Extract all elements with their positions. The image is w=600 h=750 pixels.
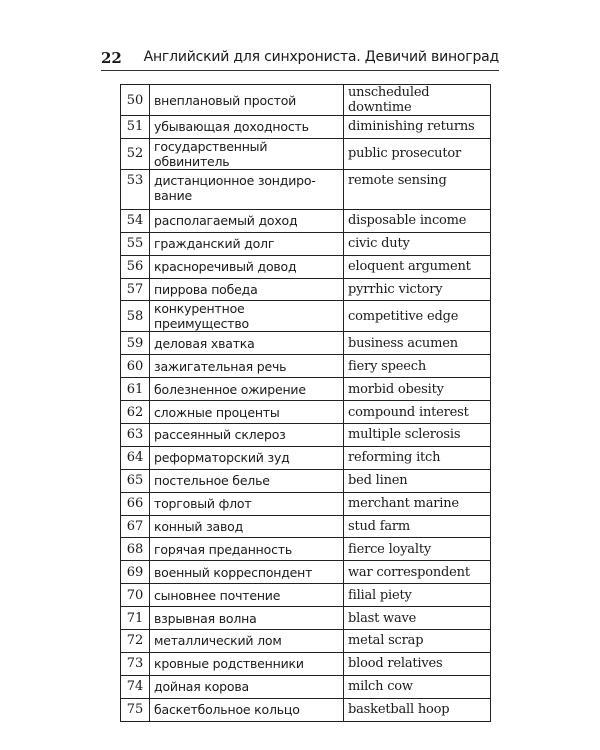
russian-term: гражданский долг: [150, 232, 344, 255]
table-row: [121, 401, 491, 424]
table-row: [121, 698, 491, 721]
entry-number: 53: [121, 169, 150, 209]
russian-term: убывающая доходность: [150, 116, 344, 139]
page-number: 22: [101, 49, 122, 67]
table-row: [121, 561, 491, 584]
english-term: blood relatives: [344, 652, 491, 675]
running-title: Английский для синхрониста. Девичий виноград: [143, 49, 499, 65]
russian-term: взрывная волна: [150, 607, 344, 630]
english-term: pyrrhic victory: [344, 278, 491, 301]
russian-term: государственный обвинитель: [150, 138, 344, 169]
entry-number: 71: [121, 607, 150, 630]
entry-number: 50: [121, 85, 150, 116]
table-row: [121, 232, 491, 255]
entry-number: 68: [121, 538, 150, 561]
glossary-body: [121, 85, 491, 722]
table-row: [121, 255, 491, 278]
entry-number: 75: [121, 698, 150, 721]
english-term: merchant marine: [344, 492, 491, 515]
english-term: fiery speech: [344, 355, 491, 378]
english-term: milch cow: [344, 675, 491, 698]
russian-term: реформаторский зуд: [150, 446, 344, 469]
table-row: [121, 469, 491, 492]
table-row: [121, 515, 491, 538]
table-row: [121, 85, 491, 116]
russian-term: конный завод: [150, 515, 344, 538]
entry-number: 57: [121, 278, 150, 301]
russian-term: красноречивый довод: [150, 255, 344, 278]
russian-term: конкурентное преимущество: [150, 301, 344, 332]
russian-term: деловая хватка: [150, 332, 344, 355]
english-term: eloquent argument: [344, 255, 491, 278]
russian-term: военный корреспондент: [150, 561, 344, 584]
entry-number: 73: [121, 652, 150, 675]
english-term: filial piety: [344, 584, 491, 607]
english-term: unscheduled downtime: [344, 85, 491, 116]
entry-number: 66: [121, 492, 150, 515]
russian-term: кровные родственники: [150, 652, 344, 675]
english-term: disposable income: [344, 209, 491, 232]
table-row: [121, 538, 491, 561]
english-term: morbid obesity: [344, 378, 491, 401]
entry-number: 65: [121, 469, 150, 492]
entry-number: 55: [121, 232, 150, 255]
entry-number: 58: [121, 301, 150, 332]
header-rule: [101, 70, 499, 71]
russian-term: дойная корова: [150, 675, 344, 698]
english-term: remote sensing: [344, 169, 491, 209]
entry-number: 63: [121, 424, 150, 447]
russian-term: горячая преданность: [150, 538, 344, 561]
russian-term: металлический лом: [150, 630, 344, 653]
russian-term: сложные проценты: [150, 401, 344, 424]
entry-number: 59: [121, 332, 150, 355]
russian-term: располагаемый доход: [150, 209, 344, 232]
entry-number: 51: [121, 116, 150, 139]
glossary-table: [120, 84, 491, 722]
entry-number: 64: [121, 446, 150, 469]
table-row: [121, 332, 491, 355]
english-term: diminishing returns: [344, 116, 491, 139]
entry-number: 56: [121, 255, 150, 278]
russian-term: зажигательная речь: [150, 355, 344, 378]
table-row: [121, 138, 491, 169]
russian-term: рассеянный склероз: [150, 424, 344, 447]
table-row: [121, 675, 491, 698]
russian-term: внеплановый простой: [150, 85, 344, 116]
english-term: basketball hoop: [344, 698, 491, 721]
entry-number: 67: [121, 515, 150, 538]
english-term: compound interest: [344, 401, 491, 424]
entry-number: 72: [121, 630, 150, 653]
russian-term: постельное белье: [150, 469, 344, 492]
russian-term: болезненное ожирение: [150, 378, 344, 401]
russian-term: торговый флот: [150, 492, 344, 515]
entry-number: 52: [121, 138, 150, 169]
english-term: reforming itch: [344, 446, 491, 469]
table-row: [121, 355, 491, 378]
table-row: [121, 607, 491, 630]
english-term: competitive edge: [344, 301, 491, 332]
table-row: [121, 584, 491, 607]
english-term: multiple sclerosis: [344, 424, 491, 447]
english-term: blast wave: [344, 607, 491, 630]
entry-number: 74: [121, 675, 150, 698]
english-term: business acumen: [344, 332, 491, 355]
table-row: [121, 278, 491, 301]
entry-number: 61: [121, 378, 150, 401]
russian-term: пиррова победа: [150, 278, 344, 301]
english-term: stud farm: [344, 515, 491, 538]
english-term: metal scrap: [344, 630, 491, 653]
entry-number: 69: [121, 561, 150, 584]
russian-term: баскетбольное кольцо: [150, 698, 344, 721]
entry-number: 60: [121, 355, 150, 378]
table-row: [121, 209, 491, 232]
russian-term: дистанционное зондиро- вание: [150, 169, 344, 209]
english-term: war correspondent: [344, 561, 491, 584]
entry-number: 62: [121, 401, 150, 424]
table-row: [121, 652, 491, 675]
entry-number: 70: [121, 584, 150, 607]
table-row: [121, 630, 491, 653]
table-row: [121, 378, 491, 401]
english-term: fierce loyalty: [344, 538, 491, 561]
table-row: [121, 169, 491, 209]
english-term: public prosecutor: [344, 138, 491, 169]
table-row: [121, 424, 491, 447]
table-row: [121, 116, 491, 139]
table-row: [121, 492, 491, 515]
entry-number: 54: [121, 209, 150, 232]
table-row: [121, 301, 491, 332]
russian-term: сыновнее почтение: [150, 584, 344, 607]
english-term: civic duty: [344, 232, 491, 255]
english-term: bed linen: [344, 469, 491, 492]
table-row: [121, 446, 491, 469]
